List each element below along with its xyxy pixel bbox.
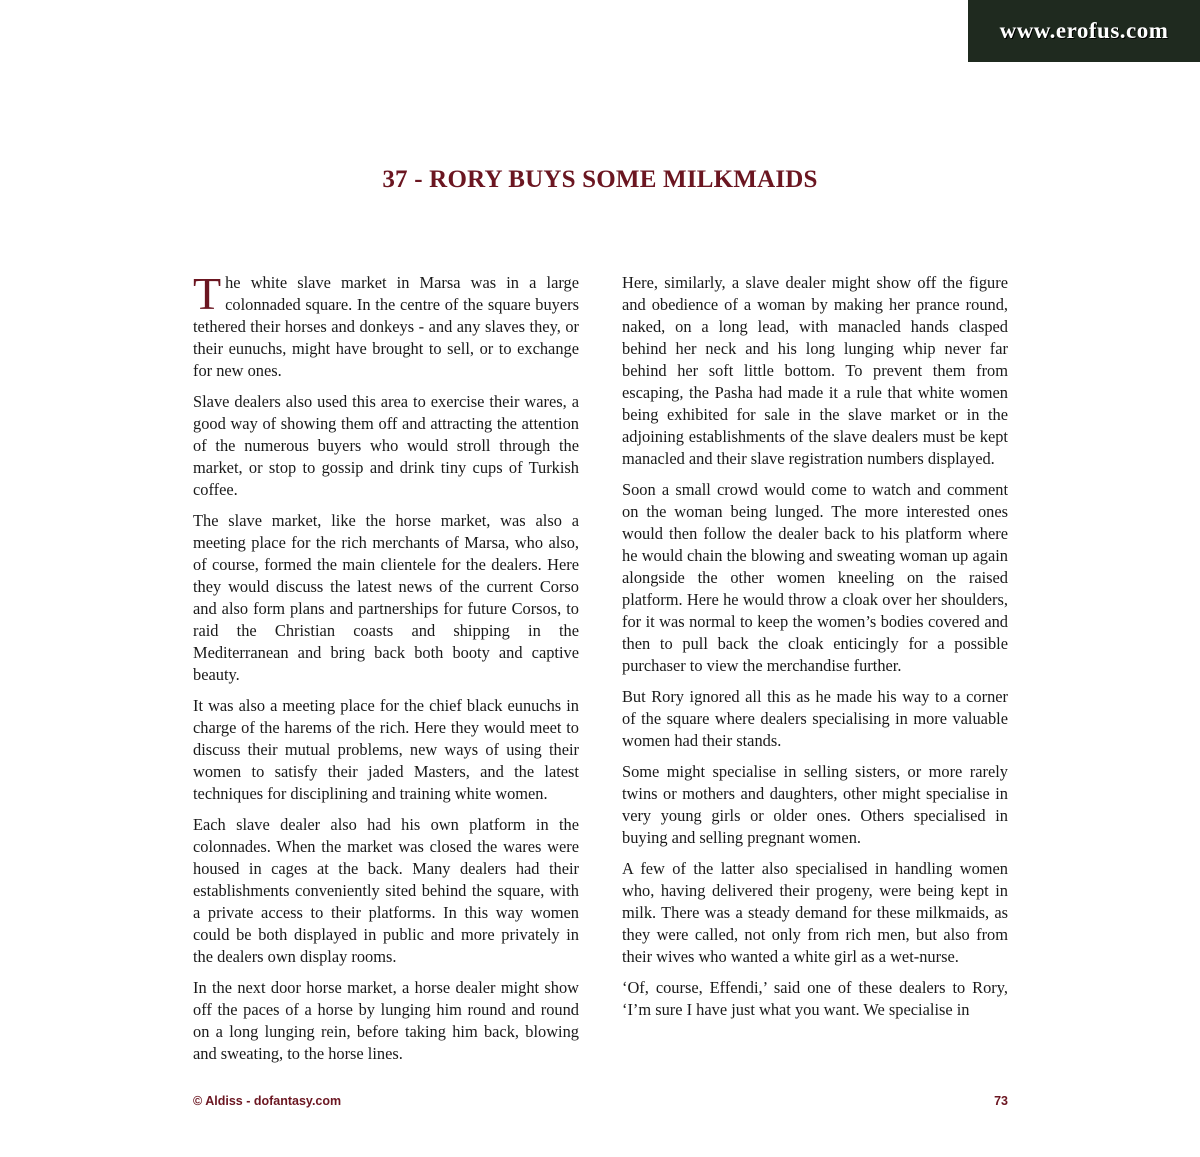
left-column <box>193 268 579 1074</box>
paragraph: In the next door horse market, a horse dealer might show off the paces of a horse by lunging him round and round on a long lunging rein, before taking him back, blowing and sweating, to the horse lines. <box>193 978 579 1063</box>
paragraph: ‘Of, course, Effendi,’ said one of these dealers to Rory, ‘I’m sure I have just what you want. We specialise in <box>622 978 1008 1019</box>
paragraph: Soon a small crowd would come to watch and comment on the woman being lunged. The more interested ones would then follow the dealer back to his platform where he would chain the blowing and sweating woman up again alongside the other women kneeling on the raised platform. Here he would throw a cloak over her shoulders, for it was normal to keep the women’s bodies covered and then to pull back the cloak enticingly for a possible purchaser to view the merchandise further. <box>622 480 1008 675</box>
paragraph: Each slave dealer also had his own platform in the colonnades. When the market was closed the wares were housed in cages at the back. Many dealers had their establishments conveniently sited behind the square, with a private access to their platforms. In this way women could be both displayed in public and more privately in the dealers own display rooms. <box>193 815 579 966</box>
footer-copyright: © Aldiss - dofantasy.com <box>193 1094 342 1108</box>
watermark <box>968 0 1200 62</box>
paragraph: A few of the latter also specialised in handling women who, having delivered their progeny, were being kept in milk. There was a steady demand for these milkmaids, as they were called, not only from rich men, but also from their wives who wanted a white girl as a wet-nurse. <box>622 859 1008 966</box>
paragraph: Slave dealers also used this area to exercise their wares, a good way of showing them off and attracting the attention of the numerous buyers who would stroll through the market, or stop to gossip and drink tiny cups of Turkish coffee. <box>193 392 579 499</box>
right-column <box>622 272 1008 1030</box>
paragraph: But Rory ignored all this as he made his way to a corner of the square where dealers specialising in more valuable women had their stands. <box>622 687 1008 750</box>
watermark-text: www.erofus.com <box>999 18 1169 43</box>
paragraph <box>193 268 579 382</box>
paragraph: The slave market, like the horse market, was also a meeting place for the rich merchants of Marsa, who also, of course, formed the main clientele for the dealers. Here they would discuss the latest news of the current Corso and also form plans and partnerships for future Corsos, to raid the Christian coasts and shipping in the Mediterranean and bring back both booty and captive beauty. <box>193 511 579 684</box>
paragraph: Here, similarly, a slave dealer might show off the figure and obedience of a woman by making her prance round, naked, on a long lead, with manacled hands clasped behind her neck and his long lunging whip never far behind her soft little bottom. To prevent them from escaping, the Pasha had made it a rule that white women being exhibited for sale in the slave market or in the adjoining establishments of the slave dealers must be kept manacled and their slave registration numbers displayed. <box>622 273 1008 468</box>
chapter-title: 37 - RORY BUYS SOME MILKMAIDS <box>382 166 818 193</box>
page-number: 73 <box>994 1094 1008 1108</box>
paragraph: Some might specialise in selling sisters, or more rarely twins or mothers and daughters, other might specialise in very young girls or older ones. Others specialised in buying and selling pregnant women. <box>622 762 1008 847</box>
paragraph: It was also a meeting place for the chief black eunuchs in charge of the harems of the rich. Here they would meet to discuss their mutual problems, new ways of using their women to satisfy their jaded Masters, and the latest techniques for disciplining and training white women. <box>193 696 579 803</box>
paragraph-text: he white slave market in Marsa was in a large colonnaded square. In the centre of the square buyers tethered their horses and donkeys - and any slaves they, or their eunuchs, might have brought to sell, or to exchange for new ones. <box>193 273 579 380</box>
drop-cap: T <box>193 268 222 319</box>
